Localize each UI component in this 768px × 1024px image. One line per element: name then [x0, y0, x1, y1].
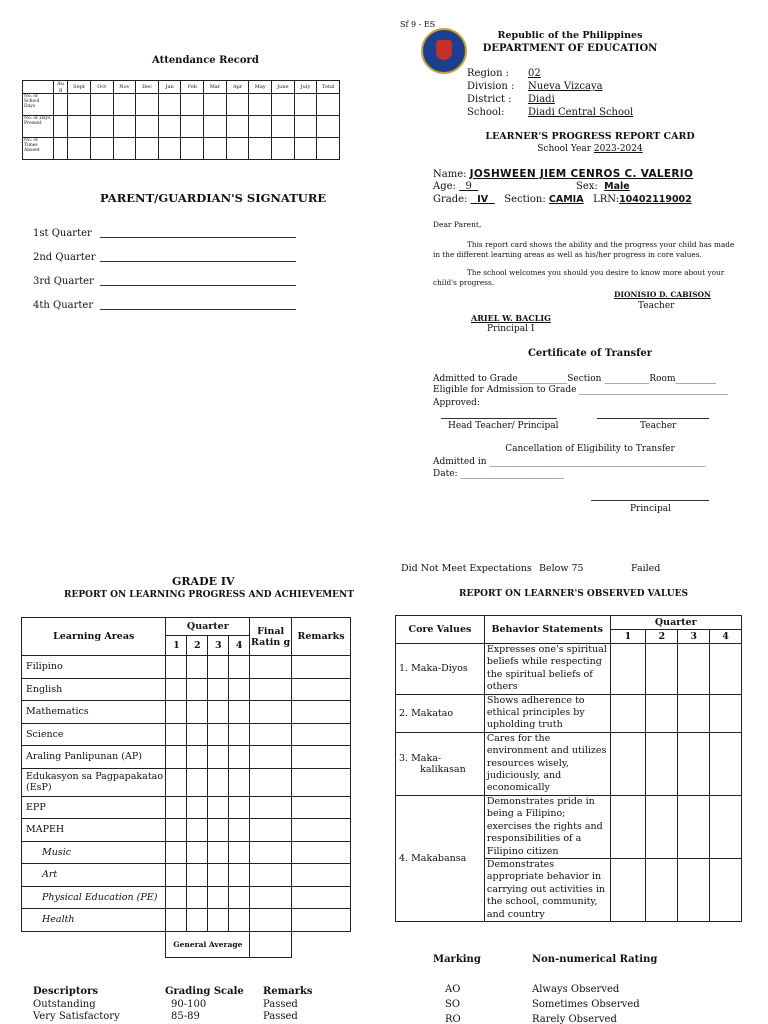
attendance-cell: [317, 116, 340, 138]
descriptors-header: Descriptors: [33, 986, 98, 997]
grade-cell: [292, 909, 351, 932]
attendance-row-label: No. of Days Present: [23, 116, 54, 138]
core-value: 1. Maka-Diyos: [396, 644, 485, 695]
attendance-cell: [68, 94, 91, 116]
failed-remark: Failed: [631, 563, 661, 574]
school-value: Diadi Central School: [528, 107, 634, 118]
marking-code: SO: [445, 999, 461, 1010]
attendance-cell: [90, 138, 113, 160]
quarter-1-header: 1: [166, 636, 187, 656]
grade-cell: [292, 886, 351, 909]
grade-cell: [250, 701, 292, 724]
rating-cell: [710, 858, 742, 921]
grade-cell: [250, 656, 292, 679]
grade-cell: [208, 909, 229, 932]
learner-name: JOSHWEEN JIEM CENROS C. VALERIO: [469, 168, 694, 180]
final-rating-header: Final Ratin g: [250, 618, 292, 656]
marking-code: AO: [445, 984, 461, 995]
general-average-label: General Average: [166, 931, 250, 957]
grade-cell: [208, 886, 229, 909]
grade-cell: [250, 819, 292, 842]
grade-cell: [187, 746, 208, 769]
subject-row: [22, 678, 351, 701]
dear-parent: Dear Parent,: [433, 220, 482, 229]
subject-name: Music: [22, 841, 166, 864]
subject-name: Health: [22, 909, 166, 932]
grade-cell: [187, 656, 208, 679]
core-value: 4. Makabansa: [396, 795, 485, 921]
paragraph-2: The school welcomes you should you desire to know more about your child's progress.: [433, 268, 725, 287]
signature-blank: [100, 237, 296, 238]
dnme-descriptor: Did Not Meet Expectations: [401, 563, 532, 574]
attendance-cell: [136, 116, 159, 138]
core-value: 2. Makatao: [396, 694, 485, 732]
grade-cell: [166, 864, 187, 887]
grade-cell: [229, 841, 250, 864]
rating-cell: [646, 644, 678, 695]
grade-cell: [229, 796, 250, 819]
admitted-grade-row: Admitted to Grade___________Section __________Room_________: [433, 374, 716, 384]
admitted-in-row: Admitted in ________________________________________________: [433, 457, 706, 467]
subject-name: Physical Education (PE): [22, 886, 166, 909]
rating-cell: [678, 795, 710, 858]
attendance-cell: [204, 138, 227, 160]
grade-cell: [292, 864, 351, 887]
attendance-cell: [53, 138, 67, 160]
subject-name: Filipino: [22, 656, 166, 679]
grade-cell: [250, 864, 292, 887]
attendance-row: [23, 116, 340, 138]
republic-text: Republic of the Philippines: [497, 30, 643, 41]
marking-code: RO: [445, 1014, 461, 1024]
attendance-row: [23, 94, 340, 116]
rating-cell: [646, 858, 678, 921]
quarter-label: 2nd Quarter: [33, 252, 96, 263]
head-teacher-label: Head Teacher/ Principal: [448, 421, 559, 431]
rating-cell: [646, 732, 678, 795]
grade-cell: [208, 723, 229, 746]
teacher-sign-label: Teacher: [640, 421, 677, 431]
attendance-cell: [294, 116, 317, 138]
region-label: Region :: [467, 68, 510, 79]
certificate-title: Certificate of Transfer: [527, 348, 653, 359]
teacher-title: Teacher: [638, 301, 675, 311]
grade-cell: [292, 701, 351, 724]
grade-cell: [166, 796, 187, 819]
attendance-cell: [317, 138, 340, 160]
grade-cell: [250, 796, 292, 819]
attendance-cell: [249, 116, 272, 138]
subject-row: [22, 886, 351, 909]
marking-header: Marking: [433, 954, 481, 965]
grade-cell: [187, 819, 208, 842]
region-value: 02: [528, 68, 541, 79]
grade-cell: [250, 886, 292, 909]
deped-seal-icon: [421, 28, 467, 74]
attendance-cell: [53, 94, 67, 116]
grade-cell: [292, 796, 351, 819]
grade-cell: [229, 678, 250, 701]
school-label: School:: [467, 107, 505, 118]
signature-line-3: [33, 276, 94, 287]
values-quarter-3-header: 3: [678, 630, 710, 644]
signature-line-4: [33, 300, 93, 311]
remarks-header: Remarks: [292, 618, 351, 656]
attendance-month-header: July: [294, 81, 317, 94]
attendance-row: [23, 138, 340, 160]
quarter-2-header: 2: [187, 636, 208, 656]
values-title: REPORT ON LEARNER'S OBSERVED VALUES: [459, 589, 688, 599]
signature-line-2: [33, 252, 95, 263]
marking-rating: Always Observed: [532, 984, 620, 995]
behavior-statement: Demonstrates pride in being a Filipino; exercises the rights and responsibilities of a Filipino citizen: [484, 795, 610, 858]
grade-cell: [208, 678, 229, 701]
rating-cell: [610, 795, 646, 858]
core-values-header: Core Values: [396, 616, 485, 644]
attendance-cell: [294, 138, 317, 160]
quarter-3-header: 3: [208, 636, 229, 656]
department-text: DEPARTMENT OF EDUCATION: [482, 43, 658, 54]
values-quarter-header: Quarter: [610, 616, 741, 630]
attendance-cell: [136, 138, 159, 160]
subject-name: Mathematics: [22, 701, 166, 724]
attendance-cell: [113, 94, 136, 116]
grade-cell: [292, 723, 351, 746]
grade-cell: [292, 841, 351, 864]
grade-cell: [292, 768, 351, 796]
subject-row: [22, 909, 351, 932]
subject-row: [22, 723, 351, 746]
attendance-month-header: June: [272, 81, 295, 94]
grade-cell: [166, 656, 187, 679]
grade-cell: [166, 819, 187, 842]
attendance-cell: [249, 94, 272, 116]
attendance-month-header: Feb: [181, 81, 204, 94]
attendance-cell: [90, 116, 113, 138]
grade-cell: [166, 909, 187, 932]
behavior-statement: Shows adherence to ethical principles by upholding truth: [484, 694, 610, 732]
grade-cell: [187, 701, 208, 724]
rating-cell: [678, 732, 710, 795]
grade-cell: [292, 678, 351, 701]
marking-rating: Sometimes Observed: [532, 999, 640, 1010]
grade-cell: [229, 768, 250, 796]
principal-title: Principal I: [487, 324, 535, 334]
attendance-month-header: Oct: [90, 81, 113, 94]
grade-cell: [187, 864, 208, 887]
rating-cell: [710, 694, 742, 732]
descriptor: Very Satisfactory: [33, 1011, 120, 1022]
quarter-label: 3rd Quarter: [33, 276, 94, 287]
district-value: Diadi: [528, 94, 555, 105]
grade-cell: [229, 656, 250, 679]
subject-name: Science: [22, 723, 166, 746]
subject-name: Art: [22, 864, 166, 887]
division-value: Nueva Vizcaya: [528, 81, 603, 92]
eligible-row: Eligible for Admission to Grade _________________________________: [433, 385, 728, 395]
grade-cell: [208, 819, 229, 842]
subject-row: [22, 864, 351, 887]
attendance-cell: [68, 116, 91, 138]
date-row: Date: _______________________: [433, 469, 564, 479]
district-label: District :: [467, 94, 512, 105]
grade-cell: [208, 768, 229, 796]
marking-rating: Rarely Observed: [532, 1014, 617, 1024]
cancellation-title: Cancellation of Eligibility to Transfer: [505, 444, 675, 454]
rating-cell: [610, 694, 646, 732]
observed-values-table: [395, 615, 742, 922]
subject-row: [22, 701, 351, 724]
attendance-cell: [158, 94, 181, 116]
rating-cell: [710, 644, 742, 695]
attendance-cell: [181, 94, 204, 116]
attendance-month-header: Total: [317, 81, 340, 94]
grade-cell: [292, 819, 351, 842]
grade-cell: [166, 841, 187, 864]
grade-cell: [208, 841, 229, 864]
values-quarter-1-header: 1: [610, 630, 646, 644]
behavior-statement: Expresses one's spiritual beliefs while respecting the spiritual beliefs of others: [484, 644, 610, 695]
grading-scale: 90-100: [171, 999, 207, 1010]
grade-cell: [187, 841, 208, 864]
grade-cell: [229, 701, 250, 724]
teacher-name: DIONISIO D. CABISON: [614, 290, 711, 299]
subject-name: Edukasyon sa Pagpapakatao (EsP): [22, 768, 166, 796]
attendance-cell: [226, 116, 249, 138]
rating-cell: [678, 858, 710, 921]
attendance-cell: [158, 116, 181, 138]
sex-row: Sex: Male: [576, 181, 630, 192]
attendance-month-header: Jan: [158, 81, 181, 94]
grade-cell: [208, 796, 229, 819]
learning-areas-header: Learning Areas: [22, 618, 166, 656]
subject-row: [22, 656, 351, 679]
rating-header: Non-numerical Rating: [532, 954, 658, 965]
grade-cell: [292, 656, 351, 679]
below75-scale: Below 75: [539, 563, 584, 574]
grade-cell: [166, 723, 187, 746]
grade-cell: [292, 746, 351, 769]
signature-line-1: [33, 228, 92, 239]
attendance-title: Attendance Record: [152, 55, 259, 66]
attendance-cell: [204, 116, 227, 138]
attendance-month-header: Au g: [53, 81, 67, 94]
attendance-cell: [317, 94, 340, 116]
grade-cell: [250, 746, 292, 769]
attendance-cell: [249, 138, 272, 160]
school-year: School Year 2023-2024: [537, 144, 643, 154]
grade-row: Grade: IV Section: CAMIA LRN:10402119002: [433, 194, 692, 205]
grade-cell: [250, 723, 292, 746]
grade-cell: [229, 723, 250, 746]
value-row: [396, 644, 742, 695]
values-quarter-2-header: 2: [646, 630, 678, 644]
rating-cell: [710, 795, 742, 858]
grade-cell: [229, 864, 250, 887]
attendance-cell: [136, 94, 159, 116]
attendance-row-label: No. of Times Absent: [23, 138, 54, 160]
grade-cell: [166, 701, 187, 724]
subject-row: [22, 796, 351, 819]
attendance-cell: [113, 116, 136, 138]
grade-title: GRADE IV: [172, 575, 235, 588]
subject-row: [22, 841, 351, 864]
grade-cell: [166, 678, 187, 701]
quarter-4-header: 4: [229, 636, 250, 656]
subject-row: [22, 819, 351, 842]
grade-cell: [166, 886, 187, 909]
subject-name: English: [22, 678, 166, 701]
attendance-cell: [272, 116, 295, 138]
behavior-statement: Demonstrates appropriate behavior in carrying out activities in the school, community, and country: [484, 858, 610, 921]
attendance-month-header: Dec: [136, 81, 159, 94]
grade-cell: [229, 886, 250, 909]
division-label: Division :: [467, 81, 515, 92]
grade-cell: [208, 746, 229, 769]
attendance-cell: [53, 116, 67, 138]
grade-cell: [187, 796, 208, 819]
learning-areas-table: [21, 617, 351, 958]
grade-cell: [250, 768, 292, 796]
attendance-cell: [90, 94, 113, 116]
attendance-cell: [272, 138, 295, 160]
rating-cell: [610, 858, 646, 921]
grade-cell: [208, 864, 229, 887]
subject-row: [22, 746, 351, 769]
behavior-statements-header: Behavior Statements: [484, 616, 610, 644]
age-row: Age: 9: [433, 181, 472, 192]
grade-cell: [187, 678, 208, 701]
signature-blank: [100, 309, 296, 310]
attendance-month-header: [23, 81, 54, 94]
grade-cell: [187, 768, 208, 796]
attendance-cell: [226, 94, 249, 116]
value-row: [396, 694, 742, 732]
learner-name-row: Name: JOSHWEEN JIEM CENROS C. VALERIO: [433, 168, 694, 180]
attendance-cell: [226, 138, 249, 160]
grade-cell: [250, 909, 292, 932]
grade-cell: [208, 656, 229, 679]
grade-cell: [229, 819, 250, 842]
signature-title: PARENT/GUARDIAN'S SIGNATURE: [100, 191, 327, 205]
rating-cell: [646, 694, 678, 732]
attendance-cell: [68, 138, 91, 160]
descriptor: Outstanding: [33, 999, 96, 1010]
attendance-month-header: Nov: [113, 81, 136, 94]
learning-report-title: REPORT ON LEARNING PROGRESS AND ACHIEVEMENT: [64, 590, 354, 600]
approved-label: Approved:: [433, 398, 480, 408]
grading-remark: Passed: [263, 1011, 298, 1022]
rating-cell: [610, 732, 646, 795]
signature-blank: [100, 261, 296, 262]
attendance-cell: [294, 94, 317, 116]
attendance-cell: [181, 138, 204, 160]
paragraph-1: This report card shows the ability and the progress your child has made in the different learning areas as well as his/her progress in core values.: [433, 240, 735, 259]
value-row: [396, 732, 742, 795]
attendance-month-header: Mar: [204, 81, 227, 94]
subject-name: EPP: [22, 796, 166, 819]
behavior-statement: Cares for the environment and utilizes resources wisely, judiciously, and economically: [484, 732, 610, 795]
signature-blank: [100, 285, 296, 286]
attendance-month-header: Sept: [68, 81, 91, 94]
grade-cell: [166, 768, 187, 796]
quarter-label: 4th Quarter: [33, 300, 94, 311]
attendance-table: [22, 80, 340, 160]
grade-cell: [229, 746, 250, 769]
rating-cell: [646, 795, 678, 858]
grade-cell: [187, 909, 208, 932]
grade-cell: [187, 886, 208, 909]
grading-scale: 85-89: [171, 1011, 200, 1022]
rating-cell: [710, 732, 742, 795]
quarter-label: 1st Quarter: [33, 228, 92, 239]
grading-remarks-header: Remarks: [263, 986, 313, 997]
attendance-month-header: May: [249, 81, 272, 94]
attendance-cell: [181, 116, 204, 138]
grade-cell: [229, 909, 250, 932]
subject-name: MAPEH: [22, 819, 166, 842]
form-code: Sf 9 - ES: [400, 20, 436, 29]
attendance-cell: [113, 138, 136, 160]
grade-cell: [250, 841, 292, 864]
value-row: [396, 795, 742, 858]
subject-name: Araling Panlipunan (AP): [22, 746, 166, 769]
principal-name: ARIEL W. BACLIG: [471, 313, 551, 323]
grade-cell: [166, 746, 187, 769]
grade-cell: [208, 701, 229, 724]
grade-cell: [187, 723, 208, 746]
subject-row: [22, 768, 351, 796]
attendance-month-header: Apr: [226, 81, 249, 94]
grade-cell: [250, 678, 292, 701]
rating-cell: [678, 694, 710, 732]
principal-sign-label: Principal: [630, 504, 671, 514]
attendance-row-label: No. of School Days: [23, 94, 54, 116]
grading-remark: Passed: [263, 999, 298, 1010]
core-value: 3. Maka- kalikasan: [396, 732, 485, 795]
values-quarter-4-header: 4: [710, 630, 742, 644]
rating-cell: [678, 644, 710, 695]
attendance-cell: [158, 138, 181, 160]
rating-cell: [610, 644, 646, 695]
card-title: LEARNER'S PROGRESS REPORT CARD: [485, 131, 695, 142]
quarter-header: Quarter: [166, 618, 250, 636]
grading-scale-header: Grading Scale: [165, 986, 244, 997]
attendance-cell: [272, 94, 295, 116]
attendance-cell: [204, 94, 227, 116]
